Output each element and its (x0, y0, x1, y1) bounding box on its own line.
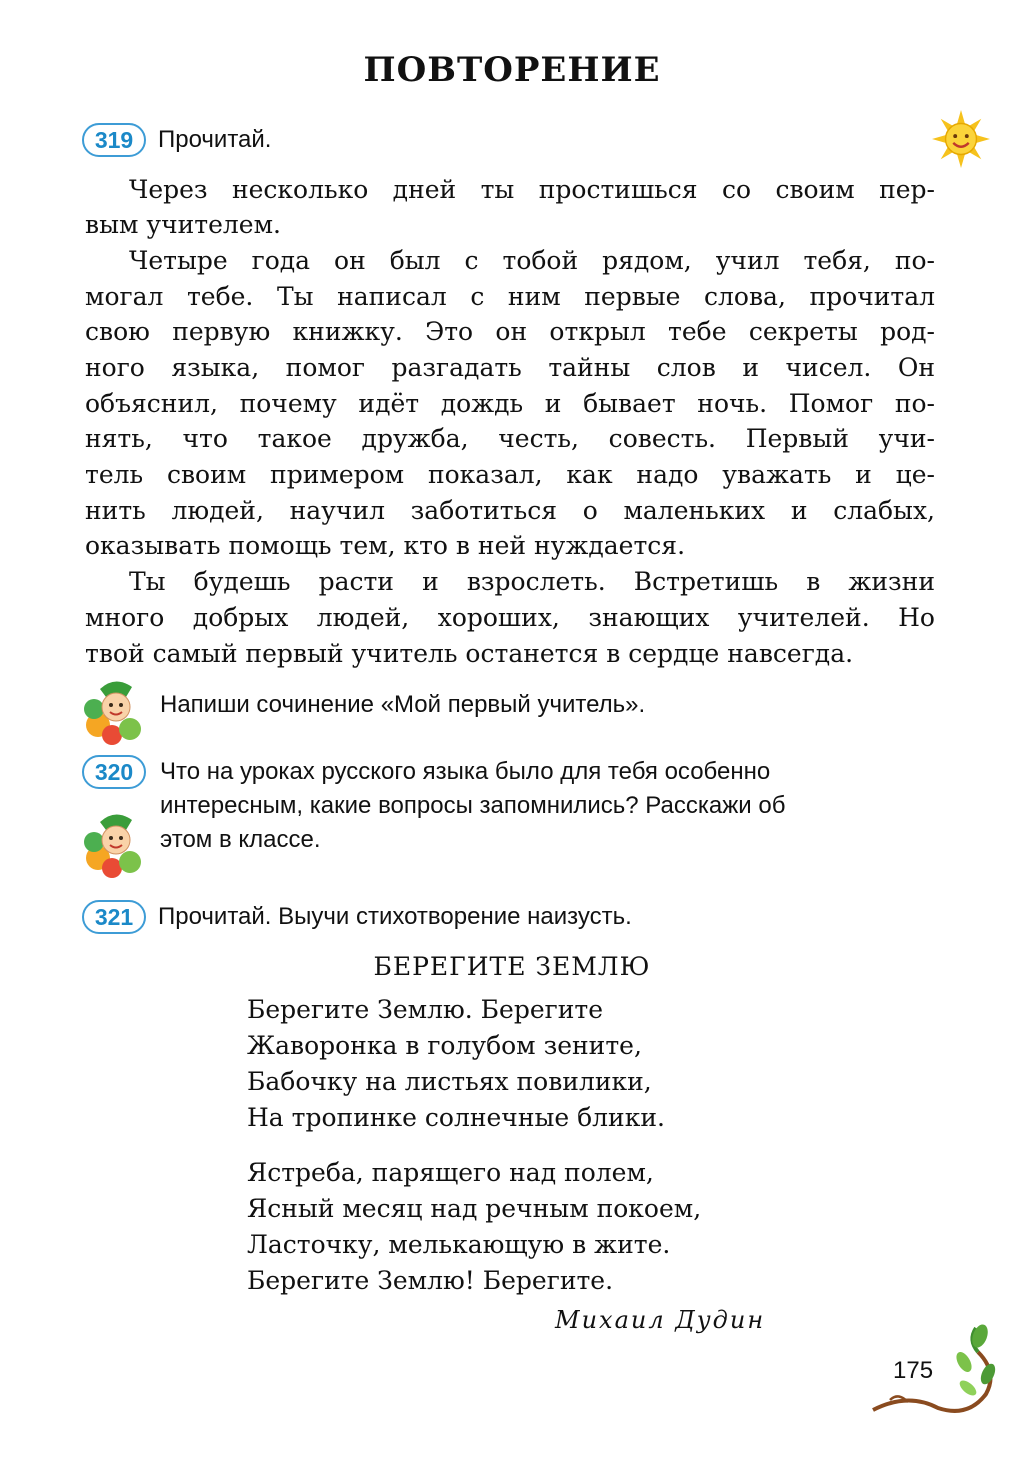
task-319-header (82, 123, 271, 157)
text-line: Через несколько дней ты простишься со своим пер- (129, 175, 935, 204)
mascot-icon (80, 808, 150, 878)
task-number-badge: 319 (82, 123, 146, 157)
text-line: вым учителем. (85, 210, 281, 239)
poem-line: На тропинке солнечные блики. (247, 1103, 665, 1132)
task-321-header (82, 900, 632, 934)
text-line: оказывать помощь тем, кто в ней нуждается. (85, 531, 686, 560)
sun-icon (932, 110, 990, 168)
text-line: свою первую книжку. Это он открыл тебе секреты род- (85, 317, 935, 346)
text-line: тель своим примером показал, как надо уважать и це- (85, 460, 935, 489)
poem-author: Михаил Дудин (555, 1306, 766, 1334)
writing-task (160, 688, 940, 722)
task-instruction: Прочитай. (158, 126, 272, 153)
poem-line: Ясный месяц над речным покоем, (247, 1194, 702, 1223)
text-line: могал тебе. Ты написал с ним первые слова, прочитал (85, 282, 935, 311)
text-line: ного языка, помог разгадать тайны слов и чисел. Он (85, 353, 935, 382)
text-line: много добрых людей, хороших, знающих учителей. Но (85, 603, 935, 632)
text-line: этом в классе. (160, 826, 321, 853)
poem-stanza-2 (247, 1155, 701, 1299)
poem-line: Ласточку, мелькающую в жите. (247, 1230, 671, 1259)
writing-task-text: Напиши сочинение «Мой первый учитель». (160, 691, 646, 718)
text-line: интересным, какие вопросы запомнились? Расскажи об (160, 792, 786, 819)
task-320-header (82, 755, 146, 789)
mascot-icon (80, 675, 150, 745)
text-line: твой самый первый учитель останется в сердце навсегда. (85, 639, 854, 668)
page-title: ПОВТОРЕНИЕ (363, 50, 661, 90)
task-number-badge: 321 (82, 900, 146, 934)
text-line: Ты будешь расти и взрослеть. Встретишь в жизни (129, 567, 935, 596)
task-instruction: Прочитай. Выучи стихотворение наизусть. (158, 903, 632, 930)
text-line: Четыре года он был с тобой рядом, учил тебя, по- (129, 246, 935, 275)
text-line: нить людей, научил заботиться о маленьких и слабых, (85, 496, 935, 525)
poem-line: Бабочку на листьях повилики, (247, 1067, 652, 1096)
poem-line: Ястреба, парящего над полем, (247, 1158, 654, 1187)
poem-line: Жаворонка в голубом зените, (247, 1031, 642, 1060)
text-line: нять, что такое дружба, честь, совесть. Первый учи- (85, 424, 935, 453)
task-320-text (160, 755, 940, 857)
text-line: Что на уроках русского языка было для тебя особенно (160, 758, 771, 785)
poem-title: БЕРЕГИТЕ ЗЕМЛЮ (373, 952, 651, 981)
poem-line: Берегите Землю. Берегите (247, 995, 604, 1024)
poem-line: Берегите Землю! Берегите. (247, 1266, 614, 1295)
task-number-badge: 320 (82, 755, 146, 789)
page-number: 175 (893, 1357, 934, 1384)
text-line: объяснил, почему идёт дождь и бывает ночь. Помог по- (85, 389, 935, 418)
poem-stanza-1 (247, 992, 665, 1136)
